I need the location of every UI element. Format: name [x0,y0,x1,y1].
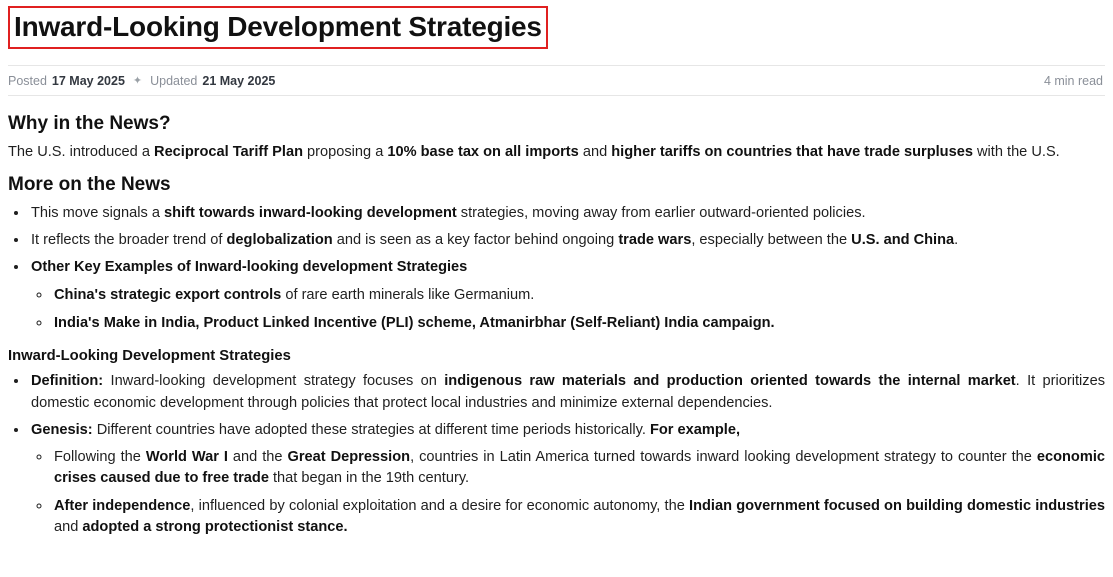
text-fragment: and [578,144,612,160]
text-fragment: . It prioritizes domestic economic development through policies that protect local industries and minimize external dependencies. [31,373,1105,411]
text-fragment: , influenced by colonial exploitation and a desire for economic autonomy, the [190,498,690,515]
read-time: 4 min read [1043,73,1103,88]
text-fragment: It reflects the broader trend of [31,232,227,249]
text-fragment: Following the [54,448,146,465]
text-fragment: , especially between the [691,232,852,249]
text-emphasis: deglobalization [226,232,333,249]
list-item [52,447,1105,489]
text-emphasis: Reciprocal Tariff Plan [154,144,303,160]
list-item [52,285,1105,306]
posted-label: Posted [8,73,47,88]
text-emphasis: shift towards inward-looking development [164,205,457,222]
text-emphasis: economic crises caused due to free trade [54,448,1105,487]
list-item-definition [29,371,1105,413]
text-fragment: that began in the 19th century. [268,470,470,487]
meta-dates [8,74,275,88]
list-item [29,230,1105,251]
heading-strategies: Inward-Looking Development Strategies [8,347,291,364]
list-item-examples [29,257,1105,333]
text-fragment: proposing a [302,144,388,160]
text-emphasis: adopted a strong protectionist stance. [82,519,348,536]
text-emphasis: For example, [649,421,740,438]
text-fragment: strategies, moving away from earlier outward-oriented policies. [456,205,866,222]
text-emphasis: World War I [145,448,228,465]
text-emphasis: indigenous raw materials and production oriented towards the internal market [444,373,1016,390]
text-emphasis: India's Make in India, Product Linked Incentive (PLI) scheme, Atmanirbhar (Self-Reliant) India campaign. [54,314,775,331]
list-item [52,496,1105,538]
list-strategies [8,371,1105,538]
paragraph-why-in-news [8,142,1105,163]
text-fragment: , countries in Latin America turned towards inward looking development strategy to counter the [410,448,1037,465]
updated-date: 21 May 2025 [202,73,276,88]
text-emphasis: 10% base tax on all imports [387,144,579,160]
article-meta-bar [8,65,1105,96]
diamond-icon: ✦ [132,75,143,87]
text-fragment: with the U.S. [972,144,1060,160]
heading-more-on-news: More on the News [8,174,171,196]
text-fragment: Different countries have adopted these strategies at different time periods historically. [92,421,650,438]
list-item [29,203,1105,224]
list-genesis-examples [31,447,1105,539]
list-examples [31,285,1105,334]
text-fragment: Inward-looking development strategy focuses on [103,373,445,390]
text-fragment: The U.S. introduced a [8,144,155,160]
genesis-label: Genesis: [31,421,93,438]
list-item [52,313,1105,334]
heading-why-in-news: Why in the News? [8,113,171,134]
article-body [8,96,1105,538]
text-emphasis: trade wars [618,232,692,249]
page-title: Inward-Looking Development Strategies [8,6,548,49]
examples-heading: Other Key Examples of Inward-looking development Strategies [31,259,468,276]
text-fragment: and the [227,448,288,465]
text-emphasis: Great Depression [287,448,411,465]
definition-label: Definition: [31,373,104,390]
text-emphasis: Indian government focused on building domestic industries [689,498,1105,515]
text-emphasis: U.S. and China [851,232,955,249]
text-fragment: This move signals a [31,205,165,222]
posted-date: 17 May 2025 [51,73,125,88]
list-more-on-news [8,203,1105,334]
text-emphasis: China's strategic export controls [54,286,282,303]
updated-label: Updated [150,73,198,88]
list-item-genesis [29,420,1105,539]
text-emphasis: higher tariffs on countries that have trade surpluses [611,144,973,160]
text-emphasis: After independence [54,498,191,515]
text-fragment: . [954,232,959,249]
text-fragment: and [54,519,83,536]
text-fragment: of rare earth minerals like Germanium. [281,286,535,303]
title-container [8,0,1105,53]
text-fragment: and is seen as a key factor behind ongoing [332,232,619,249]
